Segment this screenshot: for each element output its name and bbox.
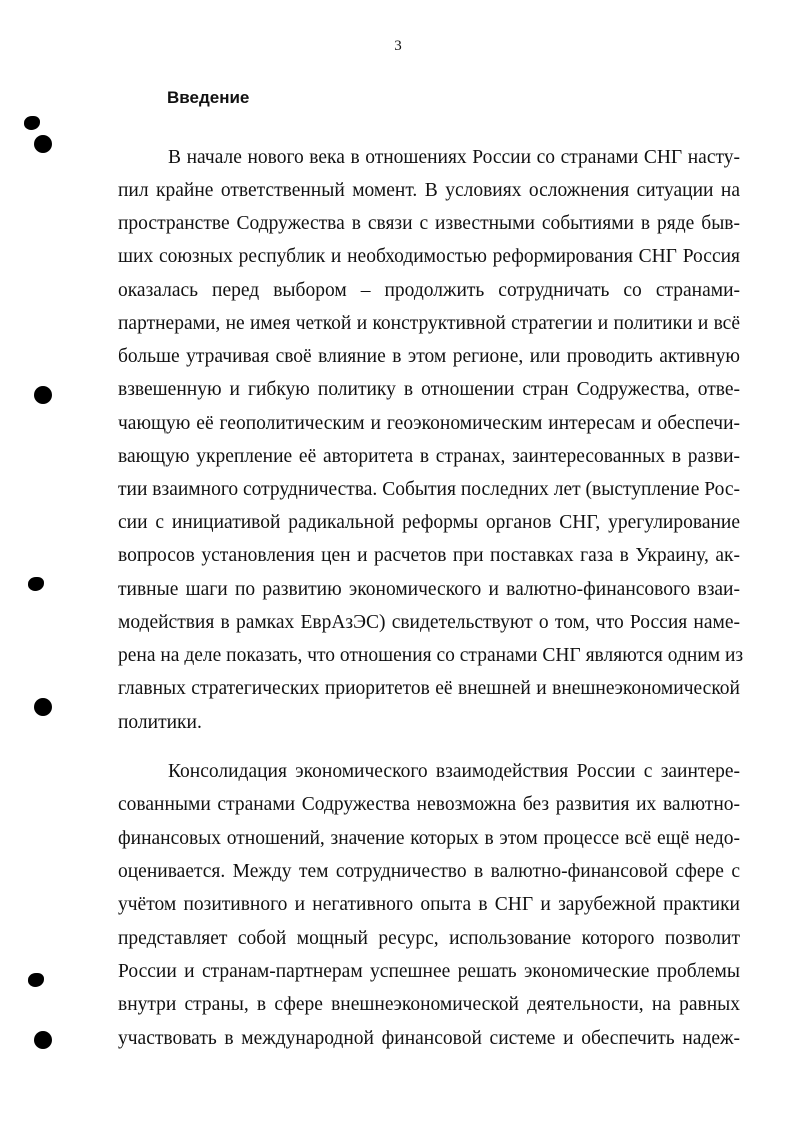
paragraph-line: больше утрачивая своё влияние в этом регионе, или проводить активную xyxy=(118,346,740,367)
paragraph-line: тивные шаги по развитию экономического и валютно-финансового взаи- xyxy=(118,579,740,600)
paragraph-line: пространстве Содружества в связи с известными событиями в ряде быв- xyxy=(118,213,740,234)
paragraph-line: Консолидация экономического взаимодействия России с заинтере- xyxy=(168,761,740,782)
paragraph-line: пил крайне ответственный момент. В условиях осложнения ситуации на xyxy=(118,180,740,201)
paragraph-line: России и странам-партнерам успешнее решать экономические проблемы xyxy=(118,961,740,982)
page-number: 3 xyxy=(394,38,402,54)
paragraph-line: оценивается. Между тем сотрудничество в валютно-финансовой сфере с xyxy=(118,861,740,882)
scan-mark xyxy=(24,116,40,130)
paragraph-line: тии взаимного сотрудничества. События последних лет (выступление Рос- xyxy=(118,479,740,500)
binder-hole-dot xyxy=(34,386,52,404)
scan-mark xyxy=(28,577,44,591)
paragraph-line: сованными странами Содружества невозможна без развития их валютно- xyxy=(118,794,740,815)
paragraph-line: сии с инициативой радикальной реформы органов СНГ, урегулирование xyxy=(118,512,740,533)
section-heading: Введение xyxy=(167,88,250,107)
paragraph-line: В начале нового века в отношениях России со странами СНГ насту- xyxy=(168,147,740,168)
paragraph-line: финансовых отношений, значение которых в этом процессе всё ещё недо- xyxy=(118,828,740,849)
binder-hole-dot xyxy=(34,135,52,153)
paragraph-line: участвовать в международной финансовой системе и обеспечить надеж- xyxy=(118,1028,740,1049)
paragraph-line: главных стратегических приоритетов её внешней и внешнеэкономической xyxy=(118,678,740,699)
paragraph-line: чающую её геополитическим и геоэкономическим интересам и обеспечи- xyxy=(118,413,740,434)
paragraph-line: политики. xyxy=(118,712,202,733)
paragraph-line: ших союзных республик и необходимостью реформирования СНГ Россия xyxy=(118,246,740,267)
binder-hole-dot xyxy=(34,698,52,716)
paragraph-line: рена на деле показать, что отношения со странами СНГ являются одним из xyxy=(118,645,744,666)
paragraph-line: партнерами, не имея четкой и конструктивной стратегии и политики и всё xyxy=(118,313,740,334)
paragraph-line: модействия в рамках ЕврАзЭС) свидетельствуют о том, что Россия наме- xyxy=(118,612,740,633)
paragraph-line: представляет собой мощный ресурс, использование которого позволит xyxy=(118,928,740,949)
paragraph-line: учётом позитивного и негативного опыта в СНГ и зарубежной практики xyxy=(118,894,740,915)
paragraph-line: вопросов установления цен и расчетов при поставках газа в Украину, ак- xyxy=(118,545,740,566)
binder-hole-dot xyxy=(34,1031,52,1049)
paragraph-line: оказалась перед выбором – продолжить сотрудничать со странами- xyxy=(118,280,740,301)
paragraph-line: взвешенную и гибкую политику в отношении стран Содружества, отве- xyxy=(118,379,740,400)
scan-mark xyxy=(28,973,44,987)
paragraph-line: внутри страны, в сфере внешнеэкономической деятельности, на равных xyxy=(118,994,740,1015)
paragraph-line: вающую укрепление её авторитета в странах, заинтересованных в разви- xyxy=(118,446,740,467)
